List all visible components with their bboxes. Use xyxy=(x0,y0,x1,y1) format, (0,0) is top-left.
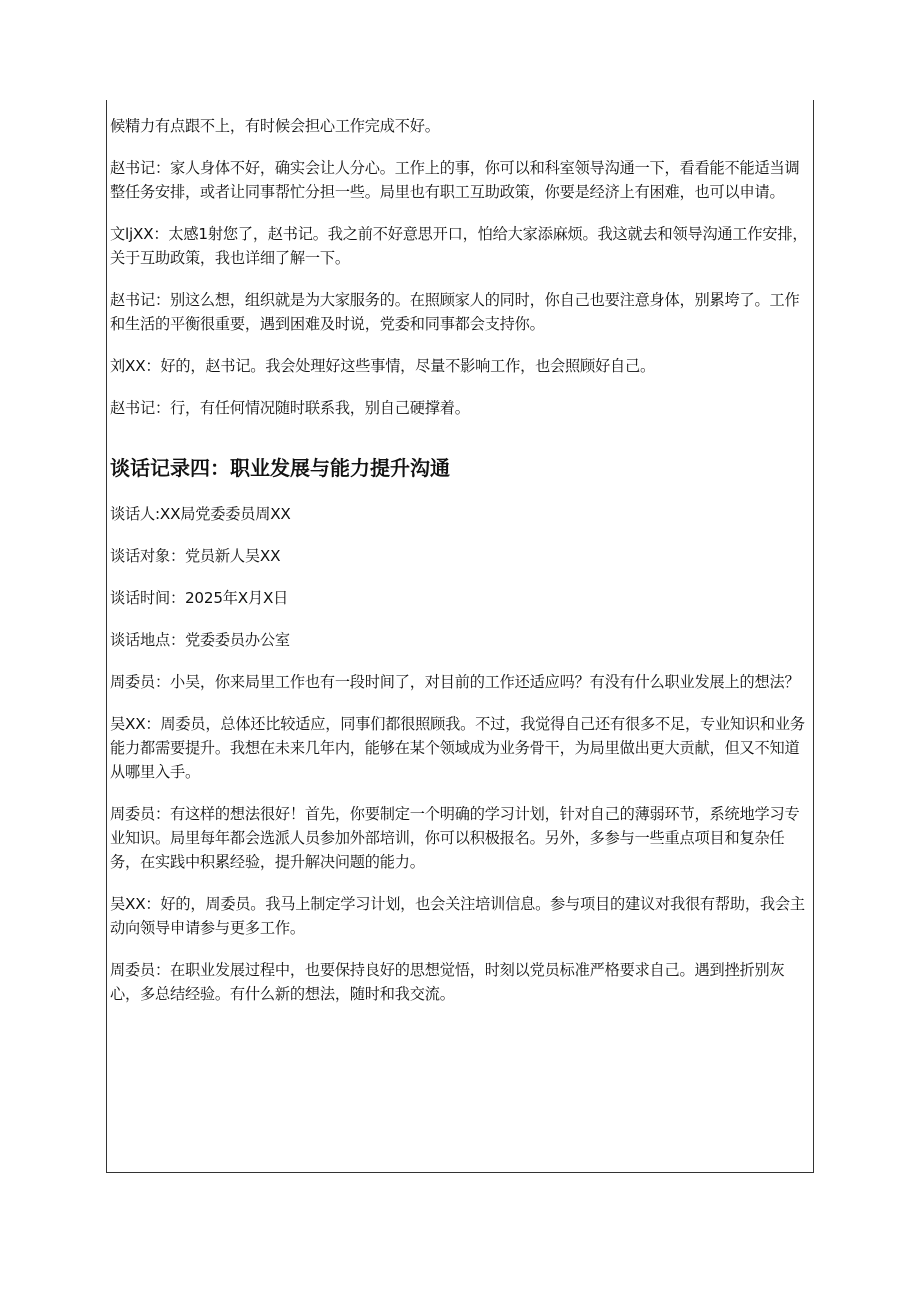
dialogue-paragraph: 刘XX：好的，赵书记。我会处理好这些事情，尽量不影响工作，也会照顾好自己。 xyxy=(110,357,655,375)
document-content xyxy=(110,100,810,1006)
meta-time: 谈话时间：2025年X月X日 xyxy=(110,589,289,607)
dialogue-paragraph: 赵书记：别这么想，组织就是为大家服务的。在照顾家人的同时，你自己也要注意身体，别累垮了。工作和生活的平衡很重要，遇到困难及时说，党委和同事都会支持你。 xyxy=(110,291,800,333)
dialogue-paragraph: 周委员：小吴，你来局里工作也有一段时间了，对目前的工作还适应吗？有没有什么职业发展上的想法？ xyxy=(110,673,800,691)
dialogue-paragraph: 周委员：在职业发展过程中，也要保持良好的思想觉悟，时刻以党员标准严格要求自己。遇到挫折别灰心，多总结经验。有什么新的想法，随时和我交流。 xyxy=(110,961,785,1003)
dialogue-paragraph: 周委员：有这样的想法很好！首先，你要制定一个明确的学习计划，针对自己的薄弱环节，系统地学习专业知识。局里每年都会选派人员参加外部培训，你可以积极报名。另外，多参与一些重点项目和复杂任务，在实践中积累经验，提升解决问题的能力。 xyxy=(110,805,800,871)
dialogue-paragraph: 赵书记：家人身体不好，确实会让人分心。工作上的事，你可以和科室领导沟通一下，看看能不能适当调整任务安排，或者让同事帮忙分担一些。局里也有职工互助政策，你要是经济上有困难，也可以申请。 xyxy=(110,159,800,201)
paragraph-continuation: 候精力有点跟不上，有时候会担心工作完成不好。 xyxy=(110,117,440,135)
meta-target: 谈话对象：党员新人吴XX xyxy=(110,547,281,565)
dialogue-paragraph: 文ljXX：太感1射您了，赵书记。我之前不好意思开口，怕给大家添麻烦。我这就去和领导沟通工作安排，关于互助政策，我也详细了解一下。 xyxy=(110,225,808,267)
section-heading: 谈话记录四：职业发展与能力提升沟通 xyxy=(110,456,450,480)
dialogue-paragraph: 吴XX：周委员，总体还比较适应，同事们都很照顾我。不过，我觉得自己还有很多不足，专业知识和业务能力都需要提升。我想在未来几年内，能够在某个领域成为业务骨干，为局里做出更大贡献，但又不知道从哪里入手。 xyxy=(110,715,805,781)
dialogue-paragraph: 吴XX：好的，周委员。我马上制定学习计划，也会关注培训信息。参与项目的建议对我很有帮助，我会主动向领导申请参与更多工作。 xyxy=(110,895,805,937)
meta-place: 谈话地点：党委委员办公室 xyxy=(110,631,290,649)
meta-speaker: 谈话人:XX局党委委员周XX xyxy=(110,505,291,523)
dialogue-paragraph: 赵书记：行，有任何情况随时联系我，别自己硬撑着。 xyxy=(110,399,470,417)
